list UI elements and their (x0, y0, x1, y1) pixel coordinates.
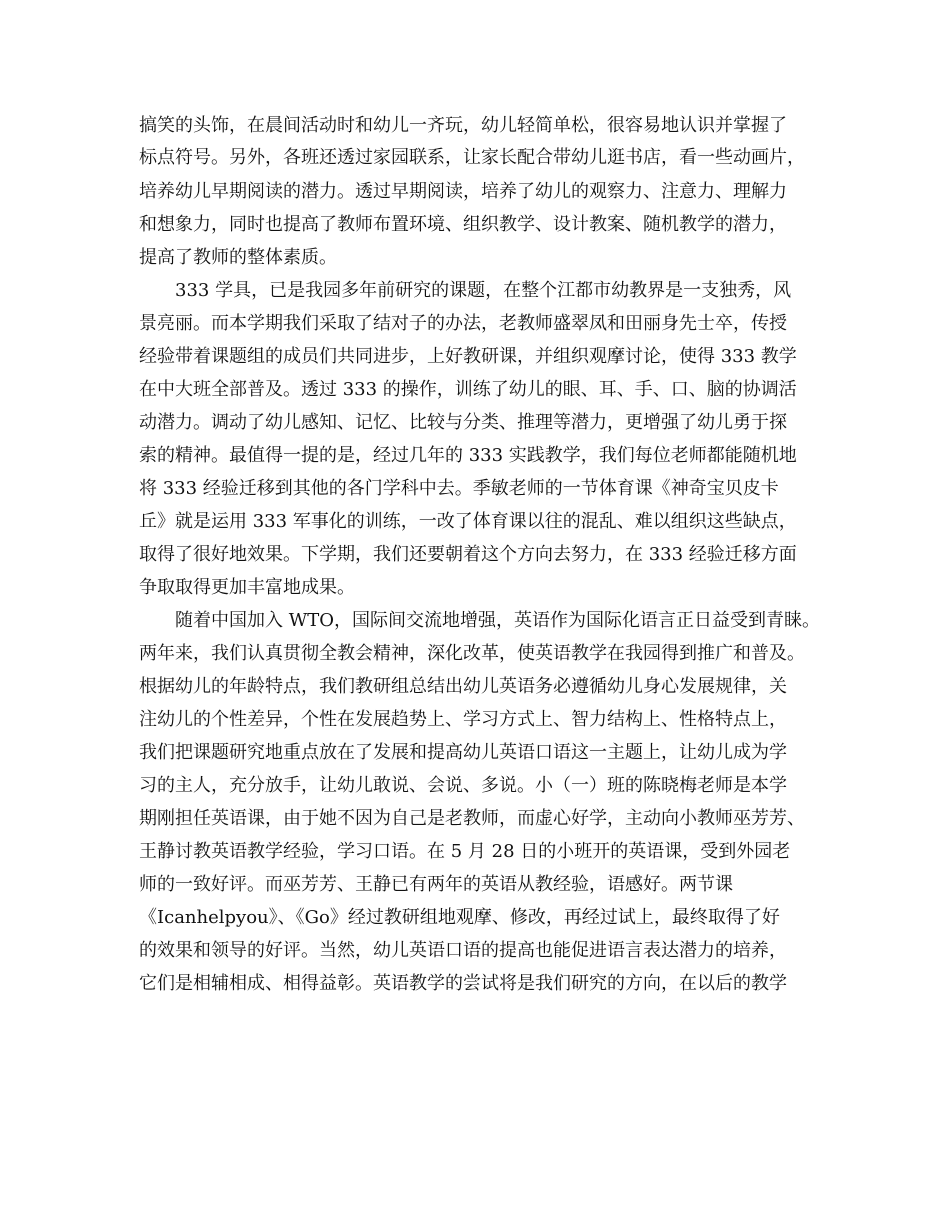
text-line: 提高了教师的整体素质。 (139, 247, 337, 268)
text-line: 经验带着课题组的成员们共同进步，上好教研课，并组织观摩讨论，使得 333 教学 (139, 346, 797, 367)
text-line: 根据幼儿的年龄特点，我们教研组总结出幼儿英语务必遵循幼儿身心发展规律，关 (139, 676, 787, 697)
text-line: 在中大班全部普及。透过 333 的操作，训练了幼儿的眼、耳、手、口、脑的协调活 (139, 379, 797, 400)
text-line: 注幼儿的个性差异，个性在发展趋势上、学习方式上、智力结构上、性格特点上， (139, 709, 787, 730)
text-line: 景亮丽。而本学期我们采取了结对子的办法，老教师盛翠凤和田丽身先士卒，传授 (139, 313, 787, 334)
text-line: 《Icanhelpyou》、《Go》经过教研组地观摩、修改，再经过试上，最终取得了好 (139, 907, 780, 928)
text-line: 习的主人，充分放手，让幼儿敢说、会说、多说。小（一）班的陈晓梅老师是本学 (139, 775, 787, 796)
text-line: 索的精神。最值得一提的是，经过几年的 333 实践教学，我们每位老师都能随机地 (139, 445, 797, 466)
text-line: 师的一致好评。而巫芳芳、王静已有两年的英语从教经验，语感好。两节课 (139, 874, 733, 895)
text-line: 我们把课题研究地重点放在了发展和提高幼儿英语口语这一主题上，让幼儿成为学 (139, 742, 787, 763)
text-line: 王静讨教英语教学经验，学习口语。在 5 月 28 日的小班开的英语课，受到外园老 (139, 841, 791, 862)
paragraph-first-line: 随着中国加入 WTO，国际间交流地增强，英语作为国际化语言正日益受到青睐。 (175, 610, 820, 631)
text-line: 将 333 经验迁移到其他的各门学科中去。季敏老师的一节体育课《神奇宝贝皮卡 (139, 478, 779, 499)
text-line: 搞笑的头饰，在晨间活动时和幼儿一齐玩，幼儿轻简单松，很容易地认识并掌握了 (139, 115, 787, 136)
text-line: 它们是相辅相成、相得益彰。英语教学的尝试将是我们研究的方向，在以后的教学 (139, 973, 787, 994)
text-line: 标点符号。另外，各班还透过家园联系，让家长配合带幼儿逛书店，看一些动画片， (139, 147, 805, 168)
text-line: 丘》就是运用 333 军事化的训练，一改了体育课以往的混乱、难以组织这些缺点， (139, 511, 797, 532)
text-line: 和想象力，同时也提高了教师布置环境、组织教学、设计教案、随机教学的潜力， (139, 214, 787, 235)
text-line: 期刚担任英语课，由于她不因为自己是老教师，而虚心好学，主动向小教师巫芳芳、 (139, 808, 805, 829)
text-line: 动潜力。调动了幼儿感知、记忆、比较与分类、推理等潜力，更增强了幼儿勇于探 (139, 412, 787, 433)
text-line: 争取取得更加丰富地成果。 (139, 577, 355, 598)
text-line: 两年来，我们认真贯彻全教会精神，深化改革，使英语教学在我园得到推广和普及。 (139, 643, 805, 664)
text-line: 取得了很好地效果。下学期，我们还要朝着这个方向去努力，在 333 经验迁移方面 (139, 544, 797, 565)
text-line: 培养幼儿早期阅读的潜力。透过早期阅读，培养了幼儿的观察力、注意力、理解力 (139, 181, 787, 202)
text-line: 的效果和领导的好评。当然，幼儿英语口语的提高也能促进语言表达潜力的培养， (139, 940, 787, 961)
paragraph-first-line: 333 学具，已是我园多年前研究的课题，在整个江都市幼教界是一支独秀，风 (175, 280, 792, 301)
